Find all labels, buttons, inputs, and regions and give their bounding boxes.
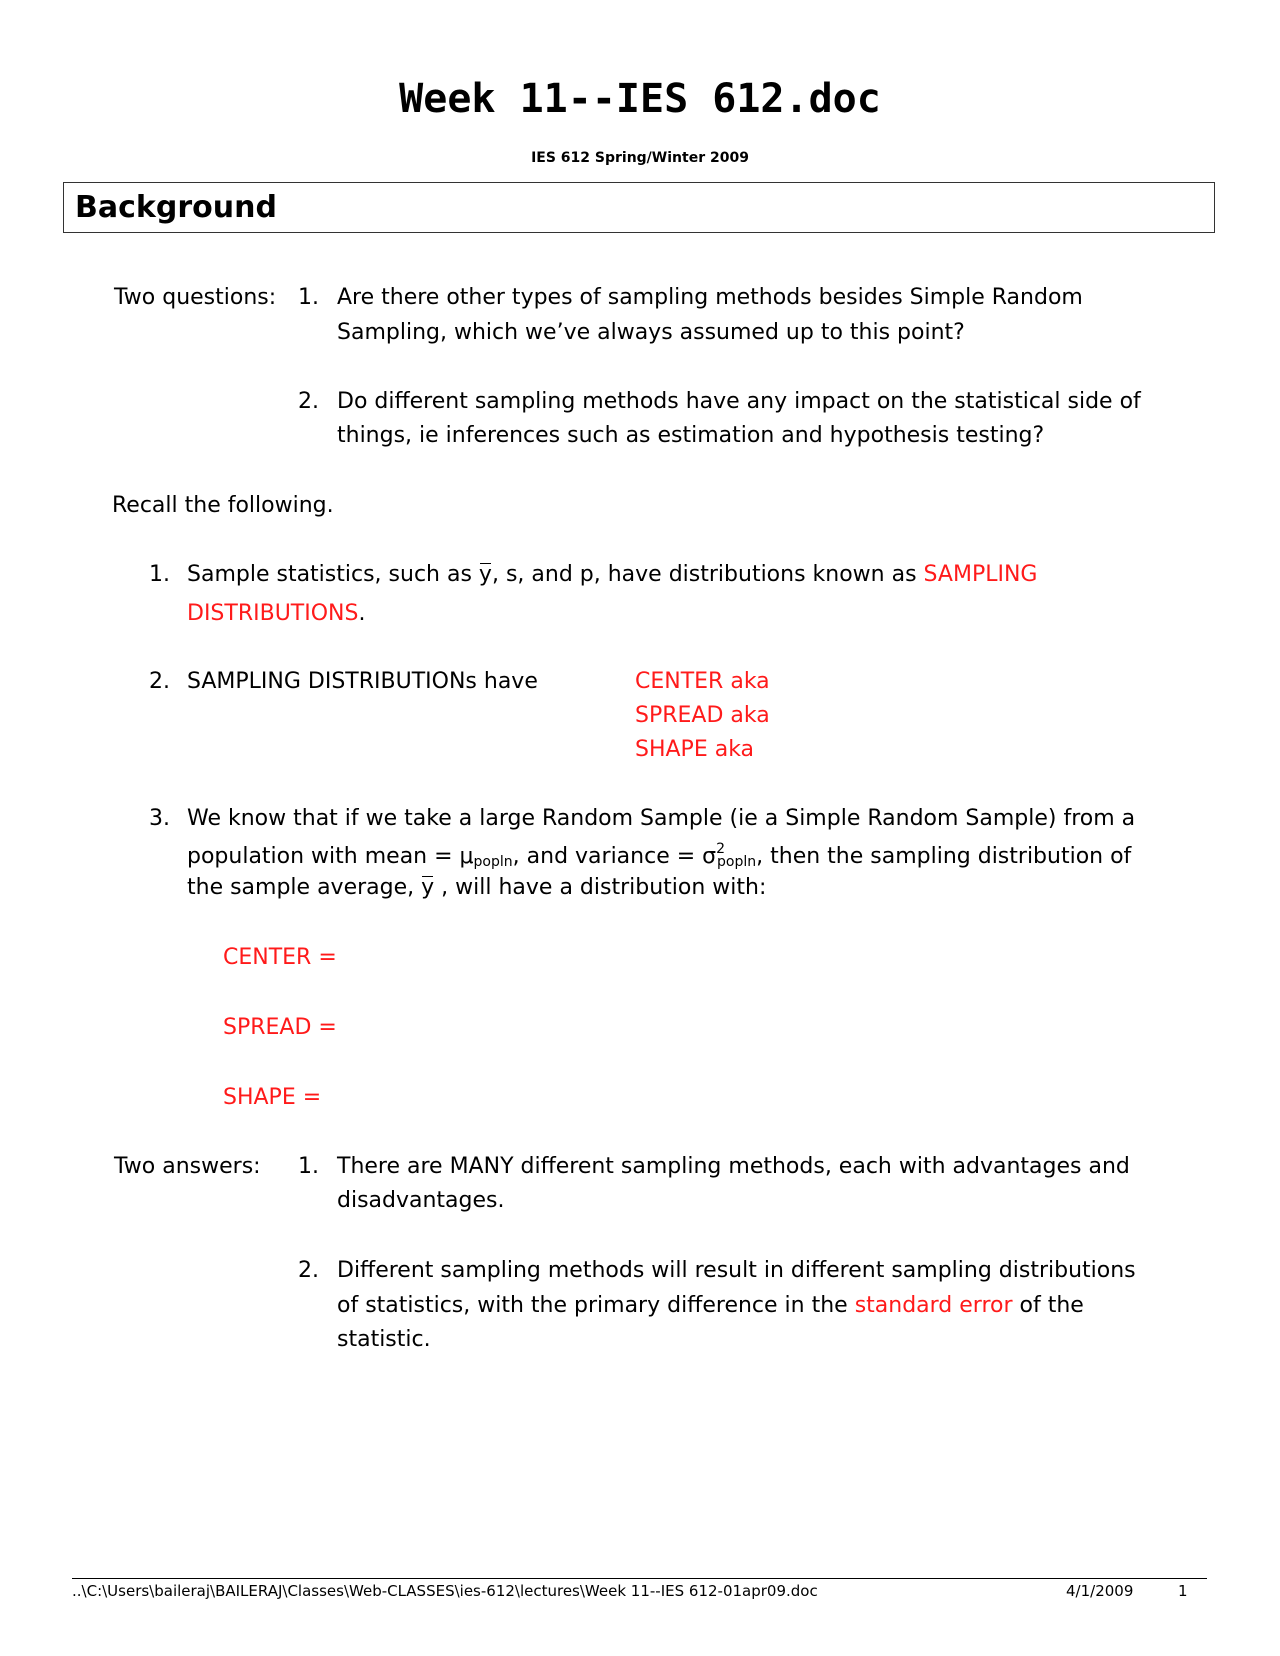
recall-item-3-number: 3. bbox=[149, 806, 170, 831]
center-label: CENTER = bbox=[223, 945, 337, 970]
question-1-line-2: Sampling, which we’ve always assumed up to this point? bbox=[337, 320, 965, 345]
sampling-highlight: SAMPLING bbox=[923, 562, 1038, 587]
section-title: Background bbox=[75, 190, 277, 225]
recall-item-3-line-2: population with mean = $\mu_{popln}$, and variance = $\sigma^2_{popln}$, then the sampling distribution of bbox=[187, 841, 1132, 870]
page-subtitle: IES 612 Spring/Winter 2009 bbox=[531, 150, 749, 166]
page-title: Week 11--IES 612.doc bbox=[399, 76, 881, 122]
recall-item-3-line-1: We know that if we take a large Random Sample (ie a Simple Random Sample) from a bbox=[187, 806, 1136, 831]
answer-2-line-2: of statistics, with the primary difference in the standard error of the bbox=[337, 1293, 1084, 1318]
question-2-line-2: things, ie inferences such as estimation and hypothesis testing? bbox=[337, 423, 1045, 448]
questions-label: Two questions: bbox=[114, 285, 277, 310]
question-1-line-1: Are there other types of sampling methods besides Simple Random bbox=[337, 285, 1083, 310]
recall-item-2-number: 2. bbox=[149, 669, 170, 694]
answer-2-line-1: Different sampling methods will result in different sampling distributions bbox=[337, 1258, 1136, 1283]
answer-2-line-3: statistic. bbox=[337, 1327, 431, 1352]
answer-2-number: 2. bbox=[298, 1258, 319, 1283]
answer-1-line-2: disadvantages. bbox=[337, 1188, 505, 1213]
recall-item-1-line-1: Sample statistics, such as y, s, and p, have distributions known as SAMPLING bbox=[187, 562, 1038, 587]
spread-label: SPREAD = bbox=[223, 1015, 337, 1040]
footer-divider bbox=[72, 1578, 1207, 1579]
footer-page-number: 1 bbox=[1178, 1582, 1188, 1600]
distributions-highlight: DISTRIBUTIONS bbox=[187, 601, 359, 626]
shape-label: SHAPE = bbox=[223, 1085, 322, 1110]
y-bar-symbol: y bbox=[478, 562, 492, 587]
spread-aka: SPREAD aka bbox=[635, 703, 770, 728]
shape-aka: SHAPE aka bbox=[635, 737, 755, 762]
question-2-number: 2. bbox=[298, 389, 319, 414]
question-1-number: 1. bbox=[298, 285, 319, 310]
recall-item-1-line-2: DISTRIBUTIONS. bbox=[187, 601, 366, 626]
standard-error-highlight: standard error bbox=[854, 1293, 1013, 1318]
recall-item-3-line-3: the sample average, y , will have a distribution with: bbox=[187, 875, 767, 900]
recall-item-1-number: 1. bbox=[149, 562, 170, 587]
answers-label: Two answers: bbox=[114, 1154, 261, 1179]
footer-date: 4/1/2009 bbox=[1066, 1582, 1134, 1600]
recall-intro: Recall the following. bbox=[112, 493, 334, 518]
footer-file-path: ..\C:\Users\baileraj\BAILERAJ\Classes\Web-CLASSES\ies-612\lectures\Week 11--IES 612-01apr09.doc bbox=[72, 1582, 818, 1600]
answer-1-line-1: There are MANY different sampling methods, each with advantages and bbox=[337, 1154, 1130, 1179]
question-2-line-1: Do different sampling methods have any impact on the statistical side of bbox=[337, 389, 1141, 414]
center-aka: CENTER aka bbox=[635, 669, 770, 694]
y-bar-symbol: y bbox=[421, 875, 435, 900]
answer-1-number: 1. bbox=[298, 1154, 319, 1179]
recall-item-2-text: SAMPLING DISTRIBUTIONs have bbox=[187, 669, 538, 694]
